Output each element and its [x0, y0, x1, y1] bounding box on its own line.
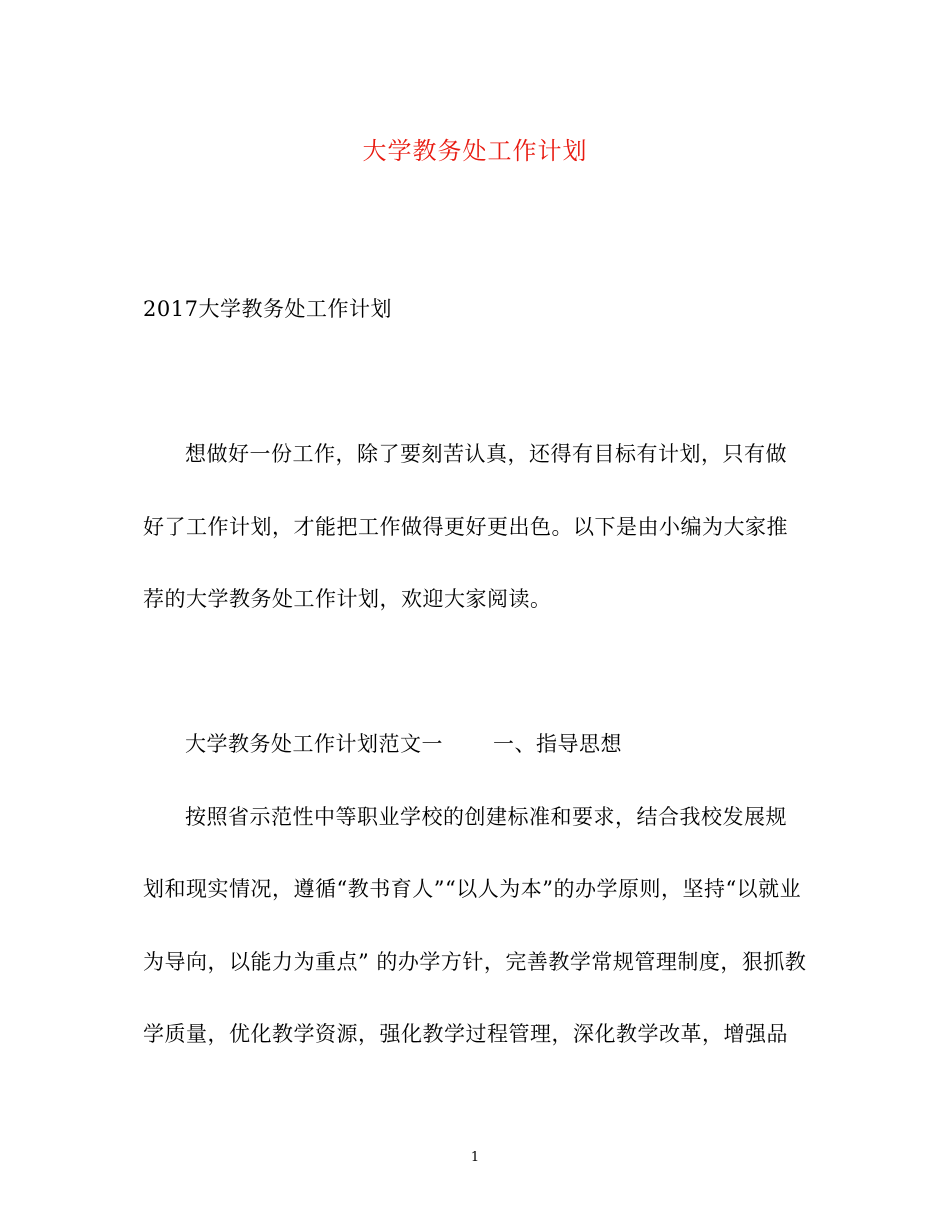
document-subtitle: 2017大学教务处工作计划 [143, 297, 392, 321]
intro-line-2: 好了工作计划，才能把工作做得更好更出色。以下是由小编为大家推 [143, 515, 788, 539]
document-title: 大学教务处工作计划 [362, 137, 588, 165]
body-line-4: 学质量，优化教学资源，强化教学过程管理，深化教学改革，增强品 [143, 1022, 788, 1046]
section-heading-line [185, 728, 622, 758]
intro-line-3: 荐的大学教务处工作计划，欢迎大家阅读。 [143, 587, 552, 611]
body-line-1: 按照省示范性中等职业学校的创建标准和要求，结合我校发展规 [185, 805, 787, 829]
body-line-3: 为导向，以能力为重点” 的办学方针，完善教学常规管理制度，狠抓教 [143, 950, 807, 974]
intro-line-1: 想做好一份工作，除了要刻苦认真，还得有目标有计划，只有做 [185, 442, 787, 466]
body-line-2: 划和现实情况，遵循“教书育人”“以人为本”的办学原则，坚持“以就业 [143, 877, 802, 901]
section-heading: 大学教务处工作计划范文一 [185, 732, 443, 756]
section-subheading: 一、指导思想 [493, 732, 622, 756]
page-number: 1 [470, 1150, 480, 1165]
